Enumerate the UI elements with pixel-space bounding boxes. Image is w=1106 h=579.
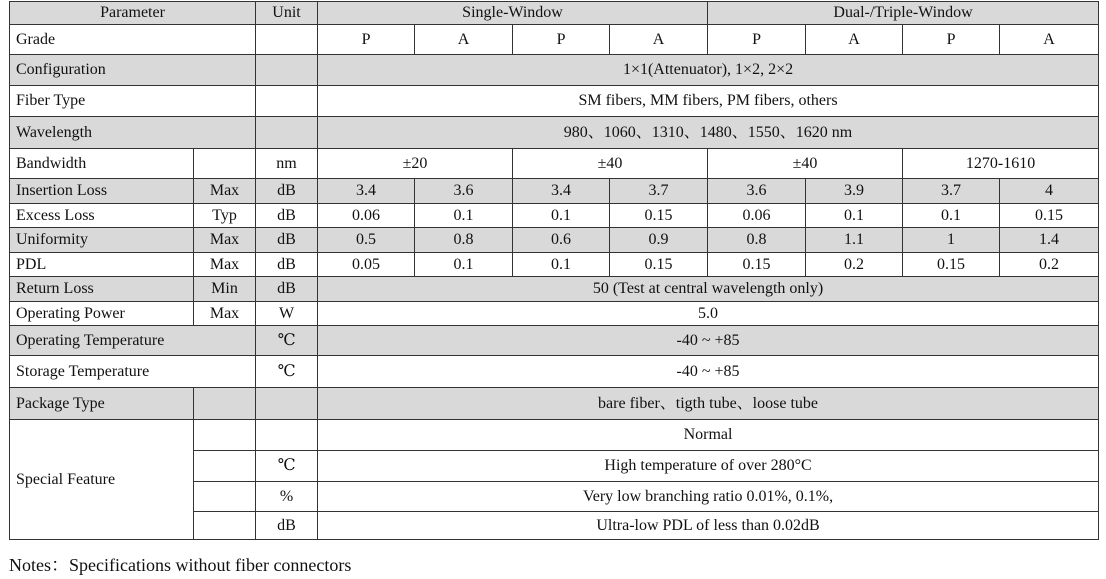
uniformity-cell: 0.8 bbox=[708, 228, 806, 253]
excess-loss-cell: 0.15 bbox=[610, 204, 708, 228]
special-feature-unit bbox=[256, 420, 318, 451]
configuration-label: Configuration bbox=[10, 55, 256, 86]
package-type-row bbox=[10, 388, 1099, 420]
excess-loss-cell: 0.1 bbox=[903, 204, 1000, 228]
header-parameter: Parameter bbox=[10, 2, 256, 25]
pdl-qualifier: Max bbox=[194, 253, 256, 277]
pdl-cell: 0.1 bbox=[415, 253, 513, 277]
return-loss-label: Return Loss bbox=[10, 277, 194, 302]
insertion-loss-cell: 3.7 bbox=[903, 179, 1000, 204]
special-feature-value: Ultra-low PDL of less than 0.02dB bbox=[318, 512, 1099, 540]
package-type-label: Package Type bbox=[10, 388, 194, 420]
configuration-row bbox=[10, 55, 1099, 86]
excess-loss-qualifier: Typ bbox=[194, 204, 256, 228]
uniformity-unit: dB bbox=[256, 228, 318, 253]
pdl-cell: 0.15 bbox=[610, 253, 708, 277]
pdl-cell: 0.2 bbox=[806, 253, 903, 277]
pdl-unit: dB bbox=[256, 253, 318, 277]
bandwidth-cell: 1270-1610 bbox=[903, 149, 1099, 179]
fiber-type-row bbox=[10, 86, 1099, 117]
grade-cell: P bbox=[903, 25, 1000, 55]
special-feature-qualifier bbox=[194, 482, 256, 512]
uniformity-qualifier: Max bbox=[194, 228, 256, 253]
header-dual-triple-window: Dual-/Triple-Window bbox=[708, 2, 1099, 25]
storage-temperature-row bbox=[10, 356, 1099, 388]
uniformity-cell: 0.8 bbox=[415, 228, 513, 253]
operating-power-unit: W bbox=[256, 302, 318, 326]
operating-temperature-row bbox=[10, 326, 1099, 356]
insertion-loss-cell: 3.6 bbox=[708, 179, 806, 204]
package-type-qualifier bbox=[194, 388, 256, 420]
operating-power-row bbox=[10, 302, 1099, 326]
insertion-loss-cell: 3.4 bbox=[318, 179, 415, 204]
insertion-loss-cell: 4 bbox=[1000, 179, 1099, 204]
wavelength-row bbox=[10, 117, 1099, 149]
excess-loss-cell: 0.06 bbox=[318, 204, 415, 228]
grade-cell: P bbox=[513, 25, 610, 55]
wavelength-unit bbox=[256, 117, 318, 149]
fiber-type-label: Fiber Type bbox=[10, 86, 256, 117]
header-single-window: Single-Window bbox=[318, 2, 708, 25]
configuration-value: 1×1(Attenuator), 1×2, 2×2 bbox=[318, 55, 1099, 86]
insertion-loss-cell: 3.9 bbox=[806, 179, 903, 204]
special-feature-label: Special Feature bbox=[10, 420, 194, 540]
insertion-loss-row bbox=[10, 179, 1099, 204]
insertion-loss-cell: 3.4 bbox=[513, 179, 610, 204]
return-loss-unit: dB bbox=[256, 277, 318, 302]
return-loss-value: 50 (Test at central wavelength only) bbox=[318, 277, 1099, 302]
pdl-cell: 0.05 bbox=[318, 253, 415, 277]
fiber-type-unit bbox=[256, 86, 318, 117]
bandwidth-cell: ±20 bbox=[318, 149, 513, 179]
grade-cell: A bbox=[1000, 25, 1099, 55]
bandwidth-cell: ±40 bbox=[513, 149, 708, 179]
package-type-value: bare fiber、tigth tube、loose tube bbox=[318, 388, 1099, 420]
pdl-cell: 0.15 bbox=[903, 253, 1000, 277]
special-feature-unit: ℃ bbox=[256, 451, 318, 482]
storage-temperature-value: -40 ~ +85 bbox=[318, 356, 1099, 388]
operating-temperature-value: -40 ~ +85 bbox=[318, 326, 1099, 356]
header-unit: Unit bbox=[256, 2, 318, 25]
bandwidth-label: Bandwidth bbox=[10, 149, 194, 179]
operating-temperature-unit: ℃ bbox=[256, 326, 318, 356]
special-feature-qualifier bbox=[194, 420, 256, 451]
bandwidth-row bbox=[10, 149, 1099, 179]
grade-cell: A bbox=[806, 25, 903, 55]
insertion-loss-cell: 3.7 bbox=[610, 179, 708, 204]
grade-cell: A bbox=[610, 25, 708, 55]
special-feature-row bbox=[10, 420, 1099, 451]
excess-loss-unit: dB bbox=[256, 204, 318, 228]
grade-cell: P bbox=[318, 25, 415, 55]
wavelength-label: Wavelength bbox=[10, 117, 256, 149]
uniformity-label: Uniformity bbox=[10, 228, 194, 253]
header-row bbox=[10, 2, 1099, 25]
grade-label: Grade bbox=[10, 25, 256, 55]
return-loss-qualifier: Min bbox=[194, 277, 256, 302]
special-feature-value: Normal bbox=[318, 420, 1099, 451]
excess-loss-cell: 0.06 bbox=[708, 204, 806, 228]
package-type-unit bbox=[256, 388, 318, 420]
notes-text: Notes：Specifications without fiber connectors bbox=[9, 555, 352, 575]
insertion-loss-cell: 3.6 bbox=[415, 179, 513, 204]
return-loss-row bbox=[10, 277, 1099, 302]
operating-power-qualifier: Max bbox=[194, 302, 256, 326]
special-feature-unit: % bbox=[256, 482, 318, 512]
insertion-loss-qualifier: Max bbox=[194, 179, 256, 204]
special-feature-value: Very low branching ratio 0.01%, 0.1%, bbox=[318, 482, 1099, 512]
spec-table bbox=[9, 1, 1099, 540]
grade-cell: P bbox=[708, 25, 806, 55]
grade-cell: A bbox=[415, 25, 513, 55]
excess-loss-cell: 0.15 bbox=[1000, 204, 1099, 228]
bandwidth-unit: nm bbox=[256, 149, 318, 179]
storage-temperature-label: Storage Temperature bbox=[10, 356, 256, 388]
pdl-row bbox=[10, 253, 1099, 277]
special-feature-qualifier bbox=[194, 512, 256, 540]
excess-loss-cell: 0.1 bbox=[415, 204, 513, 228]
wavelength-value: 980、1060、1310、1480、1550、1620 nm bbox=[318, 117, 1099, 149]
insertion-loss-label: Insertion Loss bbox=[10, 179, 194, 204]
uniformity-cell: 1.4 bbox=[1000, 228, 1099, 253]
pdl-cell: 0.15 bbox=[708, 253, 806, 277]
special-feature-unit: dB bbox=[256, 512, 318, 540]
bandwidth-cell: ±40 bbox=[708, 149, 903, 179]
excess-loss-cell: 0.1 bbox=[806, 204, 903, 228]
uniformity-cell: 0.9 bbox=[610, 228, 708, 253]
configuration-unit bbox=[256, 55, 318, 86]
excess-loss-row bbox=[10, 204, 1099, 228]
fiber-type-value: SM fibers, MM fibers, PM fibers, others bbox=[318, 86, 1099, 117]
special-feature-qualifier bbox=[194, 451, 256, 482]
uniformity-row bbox=[10, 228, 1099, 253]
uniformity-cell: 1.1 bbox=[806, 228, 903, 253]
uniformity-cell: 0.5 bbox=[318, 228, 415, 253]
excess-loss-label: Excess Loss bbox=[10, 204, 194, 228]
operating-power-value: 5.0 bbox=[318, 302, 1099, 326]
operating-power-label: Operating Power bbox=[10, 302, 194, 326]
storage-temperature-unit: ℃ bbox=[256, 356, 318, 388]
special-feature-value: High temperature of over 280°C bbox=[318, 451, 1099, 482]
uniformity-cell: 1 bbox=[903, 228, 1000, 253]
pdl-cell: 0.1 bbox=[513, 253, 610, 277]
pdl-label: PDL bbox=[10, 253, 194, 277]
grade-unit bbox=[256, 25, 318, 55]
excess-loss-cell: 0.1 bbox=[513, 204, 610, 228]
grade-row bbox=[10, 25, 1099, 55]
uniformity-cell: 0.6 bbox=[513, 228, 610, 253]
bandwidth-qualifier bbox=[194, 149, 256, 179]
operating-temperature-label: Operating Temperature bbox=[10, 326, 256, 356]
pdl-cell: 0.2 bbox=[1000, 253, 1099, 277]
insertion-loss-unit: dB bbox=[256, 179, 318, 204]
